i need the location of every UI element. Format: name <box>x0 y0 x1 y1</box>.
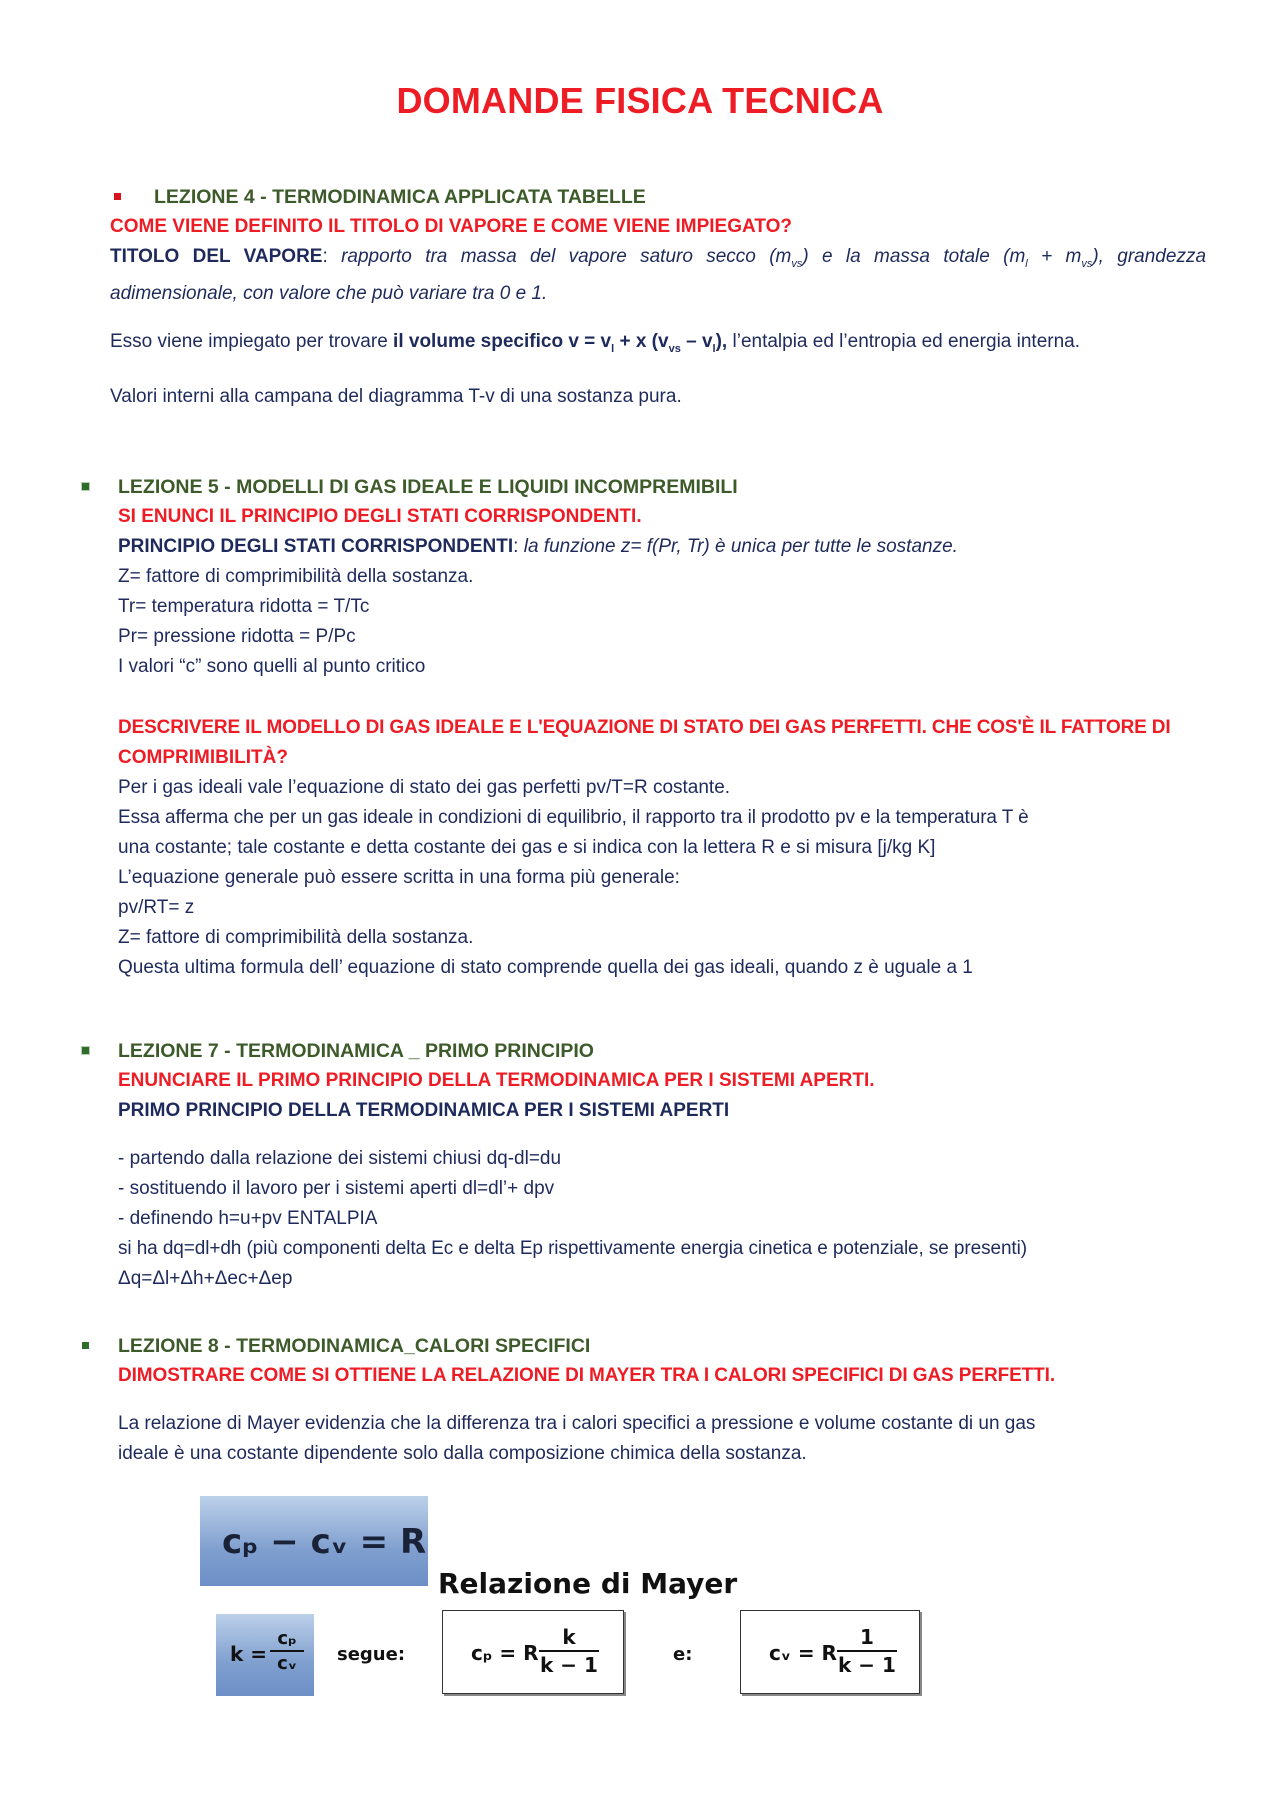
page-title: DOMANDE FISICA TECNICA <box>396 80 884 121</box>
lesson-5-question-2: DESCRIVERE IL MODELLO DI GAS IDEALE E L'EQUAZIONE DI STATO DEI GAS PERFETTI. CHE COS'È IL FATTORE DI <box>118 717 1171 738</box>
k-formula-image <box>216 1614 314 1696</box>
mayer-formula-text: cₚ − cᵥ = R <box>222 1522 427 1562</box>
e-label: e: <box>673 1644 693 1665</box>
bullet-icon <box>114 193 121 200</box>
cp-numerator: k <box>539 1625 599 1652</box>
gas-line-5: pv/RT= z <box>118 897 195 918</box>
section-lezione-4 <box>110 182 1206 412</box>
lesson-7-question: ENUNCIARE IL PRIMO PRINCIPIO DELLA TERMODINAMICA PER I SISTEMI APERTI. <box>118 1070 875 1091</box>
lesson-4-definition-cont: adimensionale, con valore che può variare tra 0 e 1. <box>110 282 548 304</box>
cv-numerator: 1 <box>837 1625 897 1652</box>
gas-line-7: Questa ultima formula dell’ equazione di stato comprende quella dei gas ideali, quando z è uguale a 1 <box>118 957 973 978</box>
lesson-4-values: Valori interni alla campana del diagramma T-v di una sostanza pura. <box>110 385 682 407</box>
lesson-7-title: LEZIONE 7 - TERMODINAMICA _ PRIMO PRINCIPIO <box>118 1040 594 1062</box>
cp-formula-box <box>442 1610 624 1694</box>
gas-line-6: Z= fattore di comprimibilità della sostanza. <box>118 927 474 948</box>
lesson-7-heading: PRIMO PRINCIPIO DELLA TERMODINAMICA PER I SISTEMI APERTI <box>118 1100 730 1121</box>
cv-denominator: k − 1 <box>838 1653 896 1677</box>
lesson-7-line-4: si ha dq=dl+dh (più componenti delta Ec e delta Ep rispettivamente energia cinetica e potenziale, se presenti) <box>118 1238 1027 1259</box>
cv-formula-box <box>740 1610 920 1694</box>
bullet-icon <box>82 1342 89 1349</box>
lesson-7-line-5: Δq=Δl+Δh+Δec+Δep <box>118 1268 293 1289</box>
lesson-4-title: LEZIONE 4 - TERMODINAMICA APPLICATA TABELLE <box>154 186 646 208</box>
lesson-7-line-3: - definendo h=u+pv ENTALPIA <box>118 1208 378 1229</box>
k-denominator: cᵥ <box>277 1653 297 1674</box>
lesson-5-line-2: Tr= temperatura ridotta = T/Tc <box>118 596 370 617</box>
cp-denominator: k − 1 <box>540 1653 598 1677</box>
lesson-5-principle: PRINCIPIO DEGLI STATI CORRISPONDENTI: la funzione z= f(Pr, Tr) è unica per tutte le sostanze. <box>118 536 958 557</box>
lesson-7-line-2: - sostituendo il lavoro per i sistemi aperti dl=dl’+ dpv <box>118 1178 555 1199</box>
lesson-8-question: DIMOSTRARE COME SI OTTIENE LA RELAZIONE DI MAYER TRA I CALORI SPECIFICI DI GAS PERFETTI. <box>118 1365 1056 1386</box>
bullet-icon <box>82 1047 89 1054</box>
cp-label: cₚ = R <box>471 1641 539 1665</box>
lesson-8-title: LEZIONE 8 - TERMODINAMICA_CALORI SPECIFICI <box>118 1335 591 1357</box>
lesson-5-line-3: Pr= pressione ridotta = P/Pc <box>118 626 356 647</box>
lesson-5-title: LEZIONE 5 - MODELLI DI GAS IDEALE E LIQUIDI INCOMPREMIBILI <box>118 476 738 498</box>
section-lezione-8 <box>118 1331 1206 1469</box>
lesson-4-definition: TITOLO DEL VAPORE: rapporto tra massa del vapore saturo secco $(m_{vs})$ e la massa totale $(m_l + m_{vs})$, grandezza <box>110 246 1207 270</box>
lesson-8-text-1: La relazione di Mayer evidenzia che la differenza tra i calori specifici a pressione e volume costante di un gas <box>118 1413 1036 1434</box>
gas-line-4: L’equazione generale può essere scritta in una forma più generale: <box>118 867 680 888</box>
mayer-caption: Relazione di Mayer <box>438 1567 738 1600</box>
lesson-5-line-4: I valori “c” sono quelli al punto critico <box>118 656 426 677</box>
lesson-5-question-2-cont: COMPRIMIBILITÀ? <box>118 747 288 768</box>
lesson-8-text-2: ideale è una costante dipendente solo dalla composizione chimica della sostanza. <box>118 1443 807 1464</box>
gas-line-3: una costante; tale costante e detta costante dei gas e si indica con la lettera R e si misura [j/kg K] <box>118 837 936 858</box>
k-numerator: cₚ <box>270 1628 304 1652</box>
bullet-icon <box>82 483 89 490</box>
section-lezione-7 <box>118 1036 1206 1294</box>
k-label: k = <box>230 1642 268 1666</box>
mayer-formula-image <box>200 1496 428 1586</box>
cv-label: cᵥ = R <box>769 1641 837 1665</box>
section-lezione-5 <box>118 472 1206 983</box>
lesson-7-line-1: - partendo dalla relazione dei sistemi chiusi dq-dl=du <box>118 1148 562 1169</box>
segue-label: segue: <box>337 1644 406 1665</box>
lesson-4-usage: Esso viene impiegato per trovare il volume specifico $v = v_l + x$ $(v_{vs} - v_l)$, l’entalpia ed l’entropia ed energia interna. <box>110 330 1081 355</box>
lesson-5-question: SI ENUNCI IL PRINCIPIO DEGLI STATI CORRISPONDENTI. <box>118 506 642 527</box>
gas-line-1: Per i gas ideali vale l’equazione di stato dei gas perfetti pv/T=R costante. <box>118 777 731 798</box>
gas-line-2: Essa afferma che per un gas ideale in condizioni di equilibrio, il rapporto tra il prodotto pv e la temperatura T è <box>118 807 1029 828</box>
lesson-4-question: COME VIENE DEFINITO IL TITOLO DI VAPORE E COME VIENE IMPIEGATO? <box>110 216 792 237</box>
lesson-5-line-1: Z= fattore di comprimibilità della sostanza. <box>118 566 474 587</box>
